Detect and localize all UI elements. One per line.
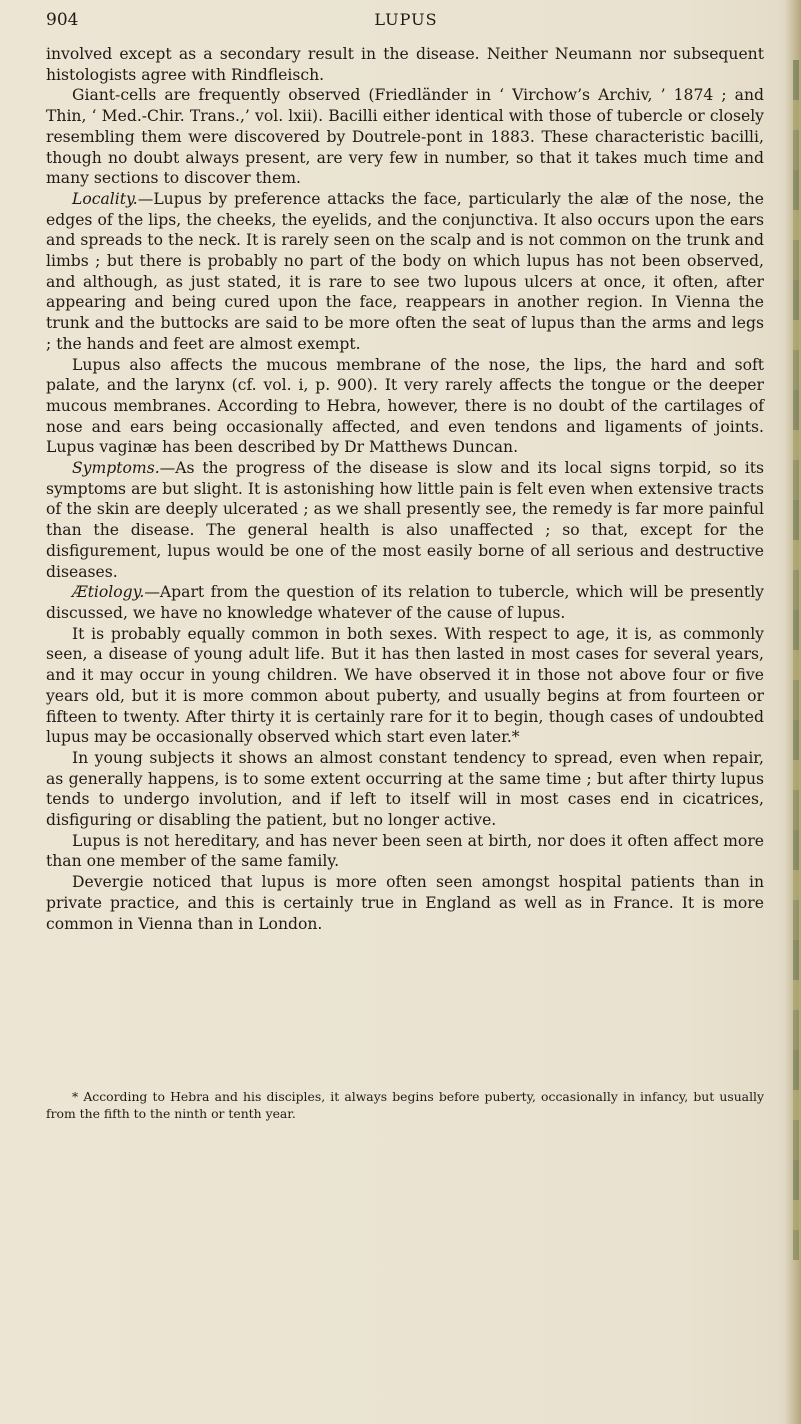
paragraph [46, 85, 764, 189]
paragraph-text: It is probably equally common in both sexes. With respect to age, it is, as commonly seen, a disease of young adult life. But it has then lasted in most cases for several years, and it may occur in young children. We have observed it in those not above four or five years old, but it is more common about puberty, and usually begins at from fourteen or fifteen to twenty. After thirty it is certainly rare for it to begin, though cases of undoubted lupus may be occasionally observed which start even later.* [46, 624, 764, 747]
paragraph [46, 355, 764, 459]
paragraph-text: In young subjects it shows an almost constant tendency to spread, even when repair, as generally happens, is to some extent occurring at the same time ; but after thirty lupus tends to undergo involution, and if left to itself will in most cases end in cicatrices, disfiguring or disabling the patient, but no longer active. [46, 748, 764, 830]
paragraph-text: Giant-cells are frequently observed (Friedländer in ‘ Virchow’s Archiv, ’ 1874 ; and Thin, ‘ Med.-Chir. Trans.,’ vol. lxii). Bacilli either identical with those of tubercle or closely resembling them were discovered by Doutrele-pont in 1883. These characteristic bacilli, though no doubt always present, are very few in number, so that it takes much time and many sections to discover them. [46, 86, 764, 188]
paragraph-aetiology [46, 582, 764, 623]
paragraph [46, 872, 764, 934]
paragraph [46, 44, 764, 85]
paragraph-symptoms [46, 458, 764, 582]
page-header [46, 10, 766, 38]
paragraph-locality [46, 189, 764, 355]
paragraph-heading: Symptoms. [72, 459, 160, 478]
page-number: 904 [46, 10, 79, 30]
paragraph-text: —Lupus by preference attacks the face, particularly the alæ of the nose, the edges of the lips, the cheeks, the eyelids, and the conjunctiva. It also occurs upon the ears and spreads to the neck. It is rarely seen on the scalp and is not common on the trunk and limbs ; but there is probably no part of the body on which lupus has not been observed, and although, as just stated, it is rare to see two lupous ulcers at once, it often, after appearing and being cured upon the face, reappears in another region. In Vienna the trunk and the buttocks are said to be more often the seat of lupus than the arms and legs ; the hands and feet are almost exempt. [46, 189, 764, 353]
paragraph-text: —As the progress of the disease is slow and its local signs torpid, so its symptoms are but slight. It is astonishing how little pain is felt even when extensive tracts of the skin are deeply ulcerated ; as we shall presently see, the remedy is far more painful than the disease. The general health is also unaffected ; so that, except for the disfigurement, lupus would be one of the most easily borne of all serious and destructive diseases. [46, 459, 764, 581]
paragraph-text: involved except as a secondary result in the disease. Neither Neumann nor subsequent histologists agree with Rindfleisch. [46, 45, 764, 84]
paragraph-heading: Locality. [72, 189, 138, 208]
paragraph [46, 748, 764, 831]
body-text [46, 44, 764, 934]
paragraph-heading: Ætiology. [72, 583, 145, 602]
paragraph-text: Devergie noticed that lupus is more often seen amongst hospital patients than in private practice, and this is certainly true in England as well as in France. It is more common in Vienna than in London. [46, 873, 764, 933]
paragraph-text: —Apart from the question of its relation to tubercle, which will be presently discussed, we have no knowledge whatever of the cause of lupus. [46, 583, 764, 622]
paragraph-text: Lupus also affects the mucous membrane of the nose, the lips, the hard and soft palate, and the larynx (cf. vol. i, p. 900). It very rarely affects the tongue or the deeper mucous membranes. According to Hebra, however, there is no doubt of the cartilages of nose and ears being occasionally affected, and even tendons and ligaments of joints. Lupus vaginæ has been described by Dr Matthews Duncan. [46, 355, 764, 457]
footnote [46, 1088, 764, 1122]
paragraph-text: Lupus is not hereditary, and has never been seen at birth, nor does it often affect more than one member of the same family. [46, 831, 764, 871]
page-edge-stain [793, 60, 799, 1260]
paragraph [46, 831, 764, 872]
paragraph [46, 624, 764, 748]
footnote-text: * According to Hebra and his disciples, it always begins before puberty, occasionally in infancy, but usually from the fifth to the ninth or tenth year. [46, 1089, 764, 1121]
running-title: LUPUS [374, 10, 438, 29]
